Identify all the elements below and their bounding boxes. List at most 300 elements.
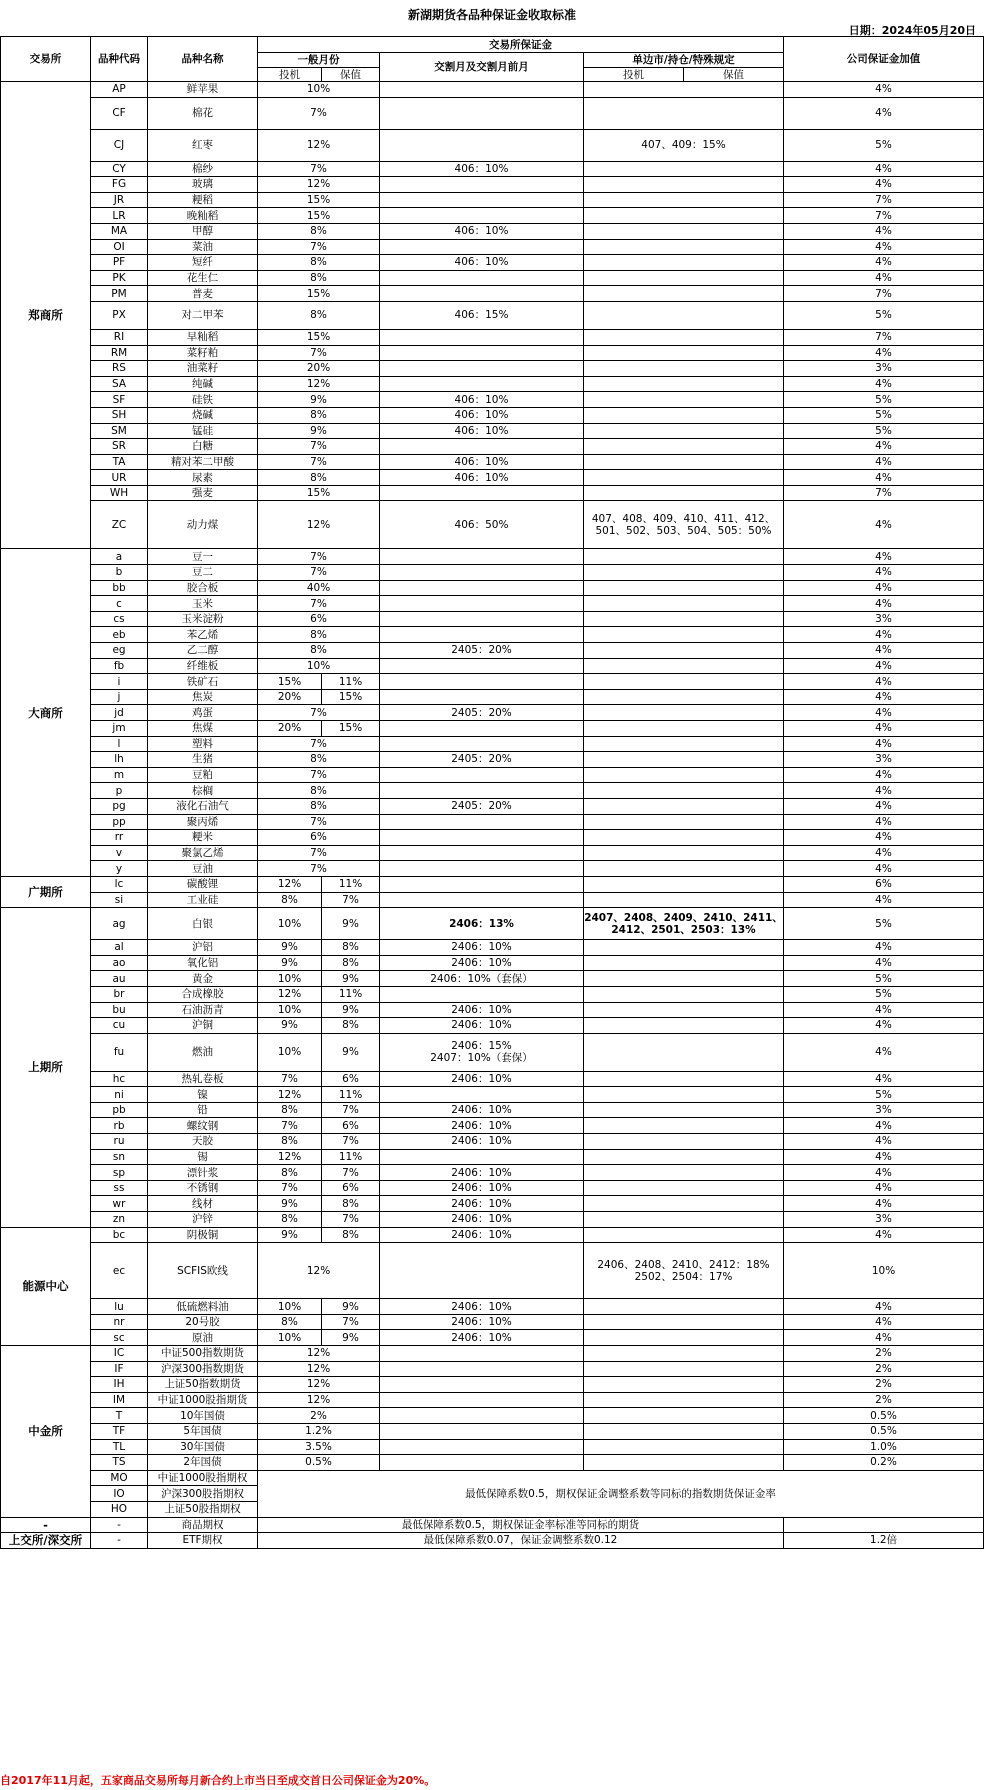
product-name: 中证1000股指期货 [148, 1392, 258, 1408]
table-row [1, 1227, 984, 1243]
general-margin: 12% [258, 1392, 380, 1408]
general-margin: 7% [258, 565, 380, 581]
exchange-name: 广期所 [1, 876, 91, 907]
table-row [1, 1346, 984, 1362]
special-rule [584, 239, 784, 255]
table-row [1, 1408, 984, 1424]
general-margin: 7% [258, 549, 380, 565]
company-margin: 0.2% [784, 1455, 984, 1471]
delivery-month-margin [380, 1392, 584, 1408]
table-row [1, 270, 984, 286]
product-code: cu [91, 1018, 148, 1034]
special-rule [584, 161, 784, 177]
general-speculation: 8% [258, 1212, 322, 1228]
general-speculation: 7% [258, 1180, 322, 1196]
general-hedge: 7% [322, 1165, 380, 1181]
company-margin: 0.5% [784, 1408, 984, 1424]
general-margin: 7% [258, 736, 380, 752]
product-code: pp [91, 814, 148, 830]
general-margin: 8% [258, 783, 380, 799]
company-margin: 4% [784, 1002, 984, 1018]
product-name: 动力煤 [148, 501, 258, 549]
product-name: 粳米 [148, 830, 258, 846]
product-code: rb [91, 1118, 148, 1134]
delivery-month-margin: 2406：10% [380, 1180, 584, 1196]
general-margin: 8% [258, 627, 380, 643]
general-margin: 8% [258, 470, 380, 486]
product-name: 花生仁 [148, 270, 258, 286]
general-speculation: 8% [258, 1165, 322, 1181]
company-margin: 4% [784, 1330, 984, 1346]
product-name: 胶合板 [148, 580, 258, 596]
company-margin: 4% [784, 1196, 984, 1212]
special-rule [584, 1330, 784, 1346]
product-code: rr [91, 830, 148, 846]
special-rule [584, 82, 784, 98]
company-margin: 4% [784, 454, 984, 470]
table-row [1, 1002, 984, 1018]
special-rule [584, 705, 784, 721]
company-margin: 4% [784, 1134, 984, 1150]
general-hedge: 7% [322, 1134, 380, 1150]
delivery-month-margin [380, 329, 584, 345]
table-row [1, 1423, 984, 1439]
special-rule [584, 1071, 784, 1087]
product-name: 合成橡胶 [148, 986, 258, 1002]
product-code: p [91, 783, 148, 799]
special-rule [584, 845, 784, 861]
table-row [1, 1377, 984, 1393]
special-rule [584, 1299, 784, 1315]
general-margin: 7% [258, 97, 380, 129]
general-margin: 12% [258, 177, 380, 193]
general-margin: 8% [258, 270, 380, 286]
company-margin: 5% [784, 986, 984, 1002]
company-margin: 4% [784, 643, 984, 659]
table-row [1, 1102, 984, 1118]
product-code: cs [91, 611, 148, 627]
delivery-month-margin: 406：10% [380, 392, 584, 408]
company-margin: 4% [784, 1033, 984, 1071]
table-row [1, 423, 984, 439]
delivery-month-margin [380, 986, 584, 1002]
general-hedge: 9% [322, 1330, 380, 1346]
product-code: nr [91, 1314, 148, 1330]
general-hedge: 8% [322, 1018, 380, 1034]
delivery-month-margin: 2406：10% [380, 1330, 584, 1346]
general-hedge: 11% [322, 986, 380, 1002]
product-name: 氧化铝 [148, 955, 258, 971]
special-rule [584, 1227, 784, 1243]
product-code: TL [91, 1439, 148, 1455]
delivery-month-margin [380, 565, 584, 581]
product-code: FG [91, 177, 148, 193]
product-name: 聚丙烯 [148, 814, 258, 830]
table-row [1, 580, 984, 596]
company-margin: 4% [784, 721, 984, 737]
company-margin: 4% [784, 767, 984, 783]
special-rule [584, 565, 784, 581]
company-margin: 6% [784, 876, 984, 892]
product-code: eb [91, 627, 148, 643]
product-name: 精对苯二甲酸 [148, 454, 258, 470]
product-name: 强麦 [148, 485, 258, 501]
product-name: 不锈钢 [148, 1180, 258, 1196]
product-code: SM [91, 423, 148, 439]
table-row [1, 376, 984, 392]
special-rule [584, 329, 784, 345]
table-row [1, 892, 984, 908]
table-row [1, 501, 984, 549]
product-code: WH [91, 485, 148, 501]
company-margin: 4% [784, 798, 984, 814]
product-code: PF [91, 255, 148, 271]
delivery-month-margin [380, 580, 584, 596]
special-rule [584, 470, 784, 486]
special-rule [584, 1377, 784, 1393]
delivery-month-margin: 2406：10% [380, 1196, 584, 1212]
table-row [1, 798, 984, 814]
special-rule [584, 1002, 784, 1018]
general-hedge: 11% [322, 674, 380, 690]
table-row [1, 97, 984, 129]
product-code: sp [91, 1165, 148, 1181]
company-margin: 4% [784, 1165, 984, 1181]
product-code: HO [91, 1501, 148, 1517]
table-row [1, 1517, 984, 1533]
table-row [1, 971, 984, 987]
company-margin: 3% [784, 752, 984, 768]
table-row [1, 454, 984, 470]
company-margin: 4% [784, 658, 984, 674]
table-row [1, 596, 984, 612]
special-rule [584, 1165, 784, 1181]
delivery-month-margin: 2406：10% [380, 1118, 584, 1134]
table-row [1, 407, 984, 423]
delivery-month-margin [380, 1149, 584, 1165]
product-code: lc [91, 876, 148, 892]
delivery-month-margin [380, 627, 584, 643]
delivery-month-margin [380, 177, 584, 193]
product-code: bb [91, 580, 148, 596]
product-name: 甲醇 [148, 223, 258, 239]
general-speculation: 8% [258, 1134, 322, 1150]
product-name: 2年国债 [148, 1455, 258, 1471]
product-code: T [91, 1408, 148, 1424]
product-code: b [91, 565, 148, 581]
product-name: 玉米 [148, 596, 258, 612]
header-special-hedge: 保值 [684, 68, 784, 82]
product-name: 早籼稻 [148, 329, 258, 345]
product-name: 玻璃 [148, 177, 258, 193]
delivery-month-margin [380, 1243, 584, 1299]
delivery-month-margin [380, 611, 584, 627]
product-name: 豆粕 [148, 767, 258, 783]
general-margin: 12% [258, 129, 380, 161]
table-row [1, 1330, 984, 1346]
company-margin: 7% [784, 208, 984, 224]
product-name: 10年国债 [148, 1408, 258, 1424]
product-name: 沪铝 [148, 940, 258, 956]
table-row [1, 1165, 984, 1181]
delivery-month-margin: 2405：20% [380, 798, 584, 814]
special-rule [584, 361, 784, 377]
special-rule [584, 674, 784, 690]
options-rule: 最低保障系数0.5，期权保证金调整系数等同标的指数期货保证金率 [258, 1470, 984, 1517]
product-code: IH [91, 1377, 148, 1393]
special-rule [584, 407, 784, 423]
special-rule [584, 392, 784, 408]
general-speculation: 10% [258, 908, 322, 940]
table-row [1, 986, 984, 1002]
delivery-month-margin [380, 892, 584, 908]
product-code: l [91, 736, 148, 752]
table-row [1, 845, 984, 861]
special-rule [584, 255, 784, 271]
special-rule [584, 783, 784, 799]
product-name: 沪锌 [148, 1212, 258, 1228]
product-code: SH [91, 407, 148, 423]
delivery-month-margin [380, 361, 584, 377]
product-name: 工业硅 [148, 892, 258, 908]
general-hedge: 9% [322, 1002, 380, 1018]
delivery-month-margin [380, 814, 584, 830]
delivery-month-margin [380, 129, 584, 161]
delivery-month-margin [380, 549, 584, 565]
general-speculation: 10% [258, 1330, 322, 1346]
product-name: 碳酸锂 [148, 876, 258, 892]
table-row [1, 1087, 984, 1103]
table-row [1, 255, 984, 271]
general-hedge: 15% [322, 721, 380, 737]
table-row [1, 565, 984, 581]
product-code: bu [91, 1002, 148, 1018]
exchange-name: 上期所 [1, 908, 91, 1228]
table-row [1, 1392, 984, 1408]
general-margin: 7% [258, 814, 380, 830]
product-name: 阴极铜 [148, 1227, 258, 1243]
header-delivery-month: 交割月及交割月前月 [380, 53, 584, 82]
table-row [1, 1180, 984, 1196]
company-margin: 2% [784, 1346, 984, 1362]
general-margin: 0.5% [258, 1455, 380, 1471]
table-row [1, 439, 984, 455]
product-name: ETF期权 [148, 1533, 258, 1549]
product-name: 红枣 [148, 129, 258, 161]
table-row [1, 1071, 984, 1087]
company-margin: 4% [784, 892, 984, 908]
table-row [1, 1243, 984, 1299]
product-name: 棕榈 [148, 783, 258, 799]
company-margin: 4% [784, 845, 984, 861]
product-code: MA [91, 223, 148, 239]
header-code: 品种代码 [91, 37, 148, 82]
table-row [1, 1361, 984, 1377]
company-margin: 4% [784, 549, 984, 565]
table-row [1, 239, 984, 255]
general-margin: 8% [258, 301, 380, 329]
general-hedge: 6% [322, 1118, 380, 1134]
general-hedge: 11% [322, 1149, 380, 1165]
product-name: 黄金 [148, 971, 258, 987]
company-margin: 4% [784, 783, 984, 799]
table-row [1, 1533, 984, 1549]
product-name: 苯乙烯 [148, 627, 258, 643]
product-name: 热轧卷板 [148, 1071, 258, 1087]
general-speculation: 7% [258, 1118, 322, 1134]
table-row [1, 736, 984, 752]
special-rule [584, 611, 784, 627]
company-margin: 0.5% [784, 1423, 984, 1439]
delivery-month-margin: 2406：10% [380, 1134, 584, 1150]
special-rule [584, 439, 784, 455]
special-rule [584, 876, 784, 892]
table-row [1, 767, 984, 783]
product-name: 燃油 [148, 1033, 258, 1071]
general-speculation: 8% [258, 1102, 322, 1118]
general-margin: 8% [258, 407, 380, 423]
header-company-margin: 公司保证金加值 [784, 37, 984, 82]
special-rule [584, 814, 784, 830]
table-row [1, 814, 984, 830]
special-rule [584, 892, 784, 908]
company-margin: 4% [784, 1118, 984, 1134]
company-margin: 7% [784, 286, 984, 302]
company-margin: 4% [784, 270, 984, 286]
general-hedge: 9% [322, 1033, 380, 1071]
table-row [1, 783, 984, 799]
table-row [1, 345, 984, 361]
table-row [1, 129, 984, 161]
company-margin: 4% [784, 596, 984, 612]
company-margin: 5% [784, 407, 984, 423]
company-margin: 4% [784, 501, 984, 549]
delivery-month-margin: 2406：10% [380, 1212, 584, 1228]
product-code: ZC [91, 501, 148, 549]
special-rule [584, 596, 784, 612]
product-name: 石油沥青 [148, 1002, 258, 1018]
special-rule [584, 658, 784, 674]
general-hedge: 7% [322, 1212, 380, 1228]
delivery-month-margin [380, 376, 584, 392]
product-name: 白糖 [148, 439, 258, 455]
merged-rule: 最低保障系数0.07，保证金调整系数0.12 [258, 1533, 784, 1549]
company-margin: 4% [784, 161, 984, 177]
general-margin: 15% [258, 192, 380, 208]
general-hedge: 8% [322, 940, 380, 956]
delivery-month-margin: 2406：13% [380, 908, 584, 940]
product-code: TS [91, 1455, 148, 1471]
table-row [1, 361, 984, 377]
delivery-month-margin [380, 1346, 584, 1362]
delivery-month-margin [380, 658, 584, 674]
table-row [1, 611, 984, 627]
header-special-speculation: 投机 [584, 68, 684, 82]
table-row [1, 1018, 984, 1034]
product-name: 短纤 [148, 255, 258, 271]
product-code: v [91, 845, 148, 861]
special-rule [584, 208, 784, 224]
general-margin: 8% [258, 255, 380, 271]
delivery-month-margin: 2406：10%（套保） [380, 971, 584, 987]
general-margin: 8% [258, 752, 380, 768]
table-row [1, 705, 984, 721]
product-code: SF [91, 392, 148, 408]
product-name: 豆二 [148, 565, 258, 581]
special-rule [584, 689, 784, 705]
special-rule: 407、409：15% [584, 129, 784, 161]
product-name: 线材 [148, 1196, 258, 1212]
delivery-month-margin [380, 485, 584, 501]
general-hedge: 6% [322, 1071, 380, 1087]
company-margin: 4% [784, 345, 984, 361]
general-margin: 40% [258, 580, 380, 596]
header-exchange: 交易所 [1, 37, 91, 82]
product-code: PK [91, 270, 148, 286]
special-rule: 2406、2408、2410、2412：18% 2502、2504：17% [584, 1243, 784, 1299]
special-rule [584, 345, 784, 361]
special-rule [584, 830, 784, 846]
product-code: PX [91, 301, 148, 329]
company-margin: 7% [784, 485, 984, 501]
product-code: UR [91, 470, 148, 486]
general-hedge: 11% [322, 1087, 380, 1103]
table-row [1, 876, 984, 892]
special-rule [584, 861, 784, 877]
delivery-month-margin [380, 97, 584, 129]
general-margin: 12% [258, 1243, 380, 1299]
general-hedge: 9% [322, 971, 380, 987]
product-name: 生猪 [148, 752, 258, 768]
company-margin: 3% [784, 1212, 984, 1228]
table-row [1, 1439, 984, 1455]
product-name: 原油 [148, 1330, 258, 1346]
special-rule [584, 1180, 784, 1196]
exchange-name: 郑商所 [1, 82, 91, 549]
general-speculation: 9% [258, 1227, 322, 1243]
product-name: 30年国债 [148, 1439, 258, 1455]
product-code: lh [91, 752, 148, 768]
company-margin: 4% [784, 736, 984, 752]
product-name: 油菜籽 [148, 361, 258, 377]
general-margin: 12% [258, 1361, 380, 1377]
product-name: 棉纱 [148, 161, 258, 177]
product-code: a [91, 549, 148, 565]
company-margin [784, 1517, 984, 1533]
company-margin: 3% [784, 361, 984, 377]
product-name: 商品期权 [148, 1517, 258, 1533]
delivery-month-margin: 2405：20% [380, 752, 584, 768]
general-speculation: 7% [258, 1071, 322, 1087]
product-name: 粳稻 [148, 192, 258, 208]
delivery-month-margin [380, 1423, 584, 1439]
product-code: fu [91, 1033, 148, 1071]
special-rule [584, 1196, 784, 1212]
delivery-month-margin: 406：10% [380, 454, 584, 470]
table-row [1, 1455, 984, 1471]
product-code: lu [91, 1299, 148, 1315]
product-name: 白银 [148, 908, 258, 940]
product-name: 液化石油气 [148, 798, 258, 814]
product-name: 沪深300指数期货 [148, 1361, 258, 1377]
product-code: IO [91, 1486, 148, 1502]
delivery-month-margin [380, 674, 584, 690]
table-row [1, 1134, 984, 1150]
special-rule [584, 1149, 784, 1165]
company-margin: 5% [784, 392, 984, 408]
product-name: 沪深300股指期权 [148, 1486, 258, 1502]
delivery-month-margin [380, 1455, 584, 1471]
